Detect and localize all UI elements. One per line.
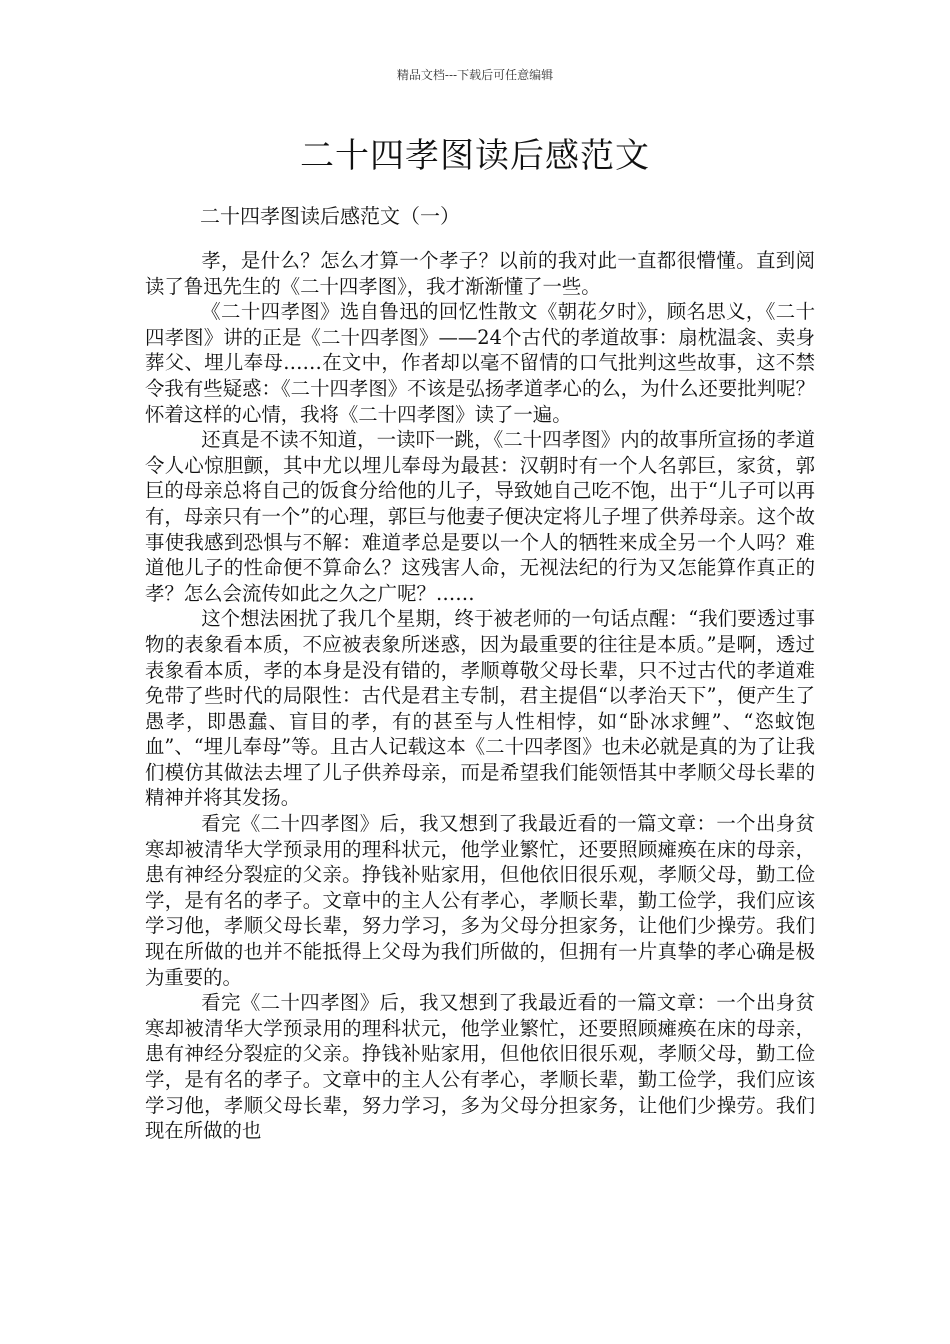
paragraph-5: 看完《二十四孝图》后，我又想到了我最近看的一篇文章：一个出身贫寒却被清华大学预录用的理科状元，他学业繁忙，还要照顾瘫痪在床的母亲，患有神经分裂症的父亲。挣钱补贴家用，但他依旧很乐观，孝顺父母，勤工俭学，是有名的孝子。文章中的主人公有孝心，孝顺长辈，勤工俭学，我们应该学习他，孝顺父母长辈，努力学习，多为父母分担家务，让他们少操劳。我们现在所做的也并不能抵得上父母为我们所做的，但拥有一片真挚的孝心确是极为重要的。 [145,812,815,989]
body-text [145,248,815,1144]
document-title: 二十四孝图读后感范文 [300,136,650,176]
section-subtitle: 二十四孝图读后感范文（一） [200,204,460,228]
paragraph-1: 孝，是什么？怎么才算一个孝子？以前的我对此一直都很懵懂。直到阅读了鲁迅先生的《二十四孝图》，我才渐渐懂了一些。 [145,249,815,298]
header-note: 精品文档---下载后可任意编辑 [396,68,554,82]
paragraph-4: 这个想法困扰了我几个星期，终于被老师的一句话点醒：“我们要透过事物的表象看本质，不应被表象所迷惑，因为最重要的往往是本质。”是啊，透过表象看本质，孝的本身是没有错的，孝顺尊敬父母长辈，只不过古代的孝道难免带了些时代的局限性：古代是君主专制，君主提倡“以孝治天下”，便产生了愚孝，即愚蠢、盲目的孝，有的甚至与人性相悖，如“卧冰求鲤”、“恣蚊饱血”、“埋儿奉母”等。且古人记载这本《二十四孝图》也未必就是真的为了让我们模仿其做法去埋了儿子供养母亲，而是希望我们能领悟其中孝顺父母长辈的精神并将其发扬。 [145,607,815,810]
paragraph-3: 还真是不读不知道，一读吓一跳，《二十四孝图》内的故事所宣扬的孝道令人心惊胆颤，其中尤以埋儿奉母为最甚：汉朝时有一个人名郭巨，家贫，郭巨的母亲总将自己的饭食分给他的儿子，导致她自己吃不饱，出于“儿子可以再有，母亲只有一个”的心理，郭巨与他妻子便决定将儿子埋了供养母亲。这个故事使我感到恐惧与不解：难道孝总是要以一个人的牺牲来成全另一个人吗？难道他儿子的性命便不算命么？这残害人命，无视法纪的行为又怎能算作真正的孝？怎么会流传如此之久之广呢？…… [145,428,815,605]
paragraph-6: 看完《二十四孝图》后，我又想到了我最近看的一篇文章：一个出身贫寒却被清华大学预录用的理科状元，他学业繁忙，还要照顾瘫痪在床的母亲，患有神经分裂症的父亲。挣钱补贴家用，但他依旧很乐观，孝顺父母，勤工俭学，是有名的孝子。文章中的主人公有孝心，孝顺长辈，勤工俭学，我们应该学习他，孝顺父母长辈，努力学习，多为父母分担家务，让他们少操劳。我们现在所做的也 [145,991,815,1143]
paragraph-2: 《二十四孝图》选自鲁迅的回忆性散文《朝花夕时》，顾名思义，《二十四孝图》讲的正是《二十四孝图》——24个古代的孝道故事：扇枕温衾、卖身葬父、埋儿奉母……在文中，作者却以毫不留情的口气批判这些故事，这不禁令我有些疑惑：《二十四孝图》不该是弘扬孝道孝心的么，为什么还要批判呢？怀着这样的心情，我将《二十四孝图》读了一遍。 [145,300,815,426]
